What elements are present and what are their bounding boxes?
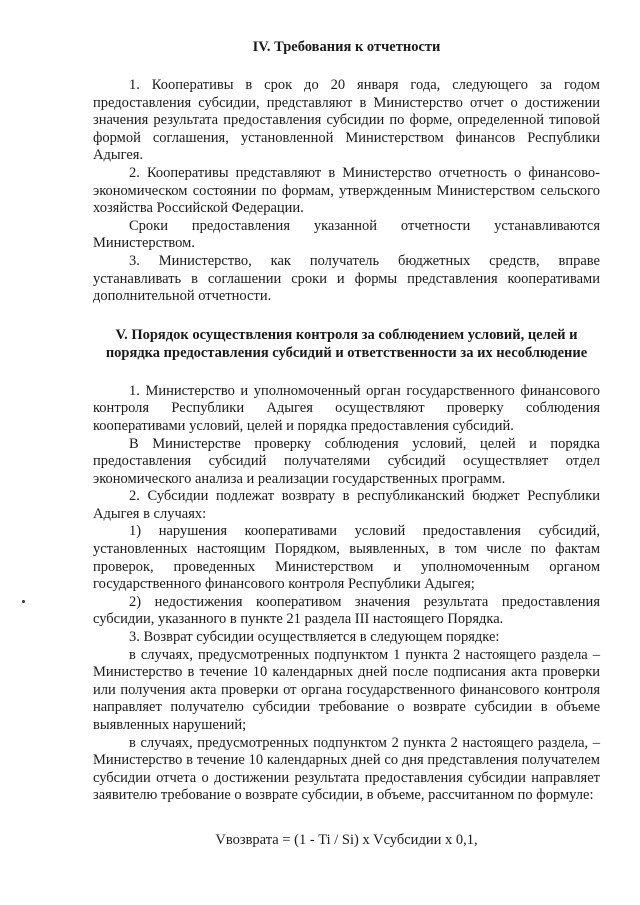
- section-4-title: IV. Требования к отчетности: [252, 39, 441, 55]
- section-5-paragraph-7: в случаях, предусмотренных подпунктом 1 пункта 2 настоящего раздела – Министерство в течение 10 календарных дней после подписания акта проверки или получения акта проверки от органа государственного финансового контроля направляет получателю субсидии требование о возврате субсидии в объеме выявленных нарушений;: [93, 646, 600, 733]
- section-5-paragraph-3: 2. Субсидии подлежат возврату в республиканский бюджет Республики Адыгея в случаях:: [93, 488, 600, 522]
- scan-speck: [22, 600, 25, 603]
- section-5-paragraph-6: 3. Возврат субсидии осуществляется в следующем порядке:: [129, 629, 500, 646]
- section-5-paragraph-4: 1) нарушения кооперативами условий предоставления субсидий, установленных настоящим Порядком, выявленных, в том числе по фактам проверок, проведенных Министерством и уполномоченным органом государственного финансового контроля Республики Адыгея;: [93, 523, 600, 593]
- section-5-paragraph-1: 1. Министерство и уполномоченный орган государственного финансового контроля Республики Адыгея осуществляют проверку соблюдения кооперативами условий, целей и порядка предоставления субсидий.: [93, 382, 600, 434]
- section-5-title: V. Порядок осуществления контроля за соблюдением условий, целей и порядка предоставления субсидий и ответственности за их несоблюдение: [105, 326, 588, 361]
- formula: Vвозврата = (1 - Ti / Si) x Vсубсидии x 0,1,: [215, 831, 478, 848]
- section-5-paragraph-2: В Министерстве проверку соблюдения условий, целей и порядка предоставления субсидий получателями субсидий осуществляет отдел экономического анализа и реализации государственных программ.: [93, 435, 600, 487]
- section-4-paragraph-4: 3. Министерство, как получатель бюджетных средств, вправе устанавливать в соглашении сроки и формы представления кооперативами дополнительной отчетности.: [93, 252, 600, 305]
- section-4-paragraph-2: 2. Кооперативы представляют в Министерство отчетность о финансово-экономическом состоянии по формам, утвержденным Министерством сельского хозяйства Российской Федерации.: [93, 164, 600, 217]
- section-4-paragraph-1: 1. Кооперативы в срок до 20 января года, следующего за годом предоставления субсидии, представляют в Министерство отчет о достижении значения результата предоставления субсидии по форме, определенной типовой формой соглашения, установленной Министерством финансов Республики Адыгея.: [93, 77, 600, 164]
- section-5-paragraph-8: в случаях, предусмотренных подпунктом 2 пункта 2 настоящего раздела, – Министерство в течение 10 календарных дней со дня представления получателем субсидии отчета о достижении результата предоставления субсидии направляет заявителю требование о возврате субсидии, в объеме, рассчитанном по формуле:: [93, 734, 600, 804]
- section-5-paragraph-5: 2) недостижения кооперативом значения результата предоставления субсидии, указанного в пункте 21 раздела III настоящего Порядка.: [93, 593, 600, 628]
- section-4-paragraph-3: Сроки предоставления указанной отчетности устанавливаются Министерством.: [93, 217, 600, 252]
